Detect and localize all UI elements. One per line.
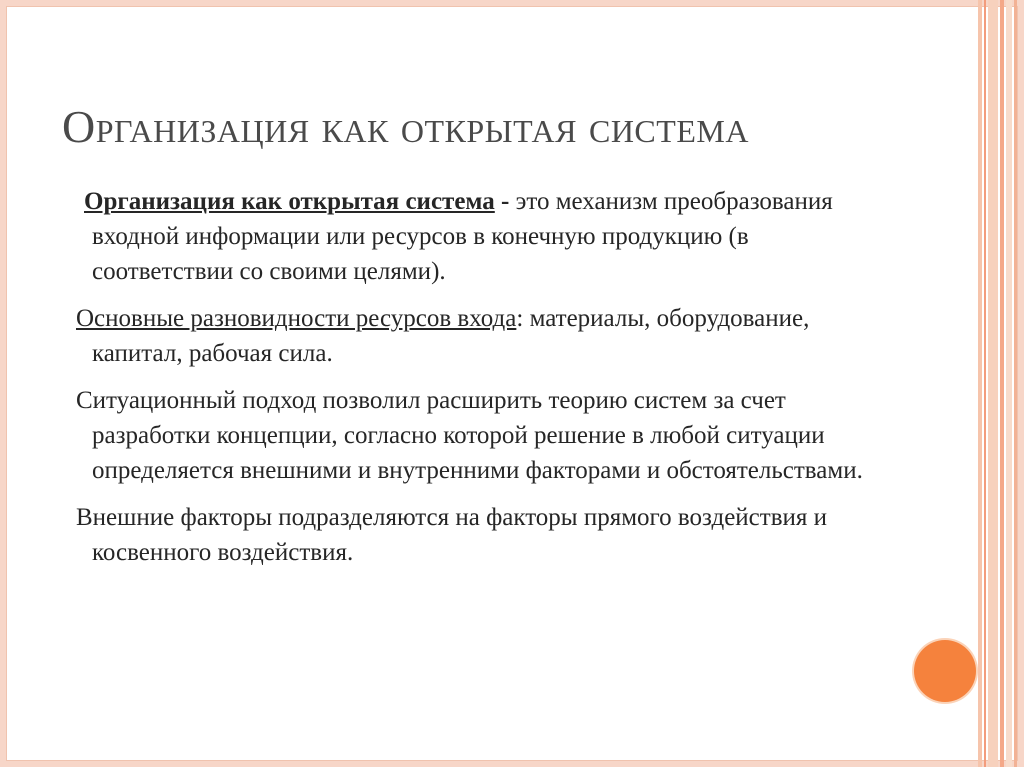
decor-stripe [984, 0, 986, 767]
input-resources-text: материалы, оборудование, капитал, рабочая сила. [92, 305, 810, 367]
decor-stripe [988, 0, 998, 767]
definition-text: это механизм преобразования входной информации или ресурсов в конечную продукцию (в соответствии со своими целями). [92, 188, 833, 285]
paragraph-external-factors: Внешние факторы подразделяются на факторы прямого воздействия и косвенного воздействия. [76, 504, 828, 566]
term-open-system: Организация как открытая система [84, 188, 495, 215]
decor-stripe [1006, 0, 1012, 767]
slide-body [76, 184, 876, 582]
term-input-resources: Основные разновидности ресурсов входа [76, 305, 517, 332]
slide-title: Организация как открытая система [62, 101, 749, 152]
paragraph-definition [76, 184, 876, 289]
term-separator: - [494, 188, 516, 215]
decor-stripe [1000, 0, 1004, 767]
orange-circle-decoration [914, 640, 976, 702]
term-separator: : [516, 305, 530, 332]
decor-stripe [978, 0, 982, 767]
decor-stripe [1014, 0, 1017, 767]
paragraph-input-resources [76, 301, 876, 371]
paragraph-situational-approach: Ситуационный подход позволил расширить теорию систем за счет разработки концепции, согласно которой решение в любой ситуации определяется внешними и внутренними факторами и обстоятельствами. [76, 387, 863, 484]
